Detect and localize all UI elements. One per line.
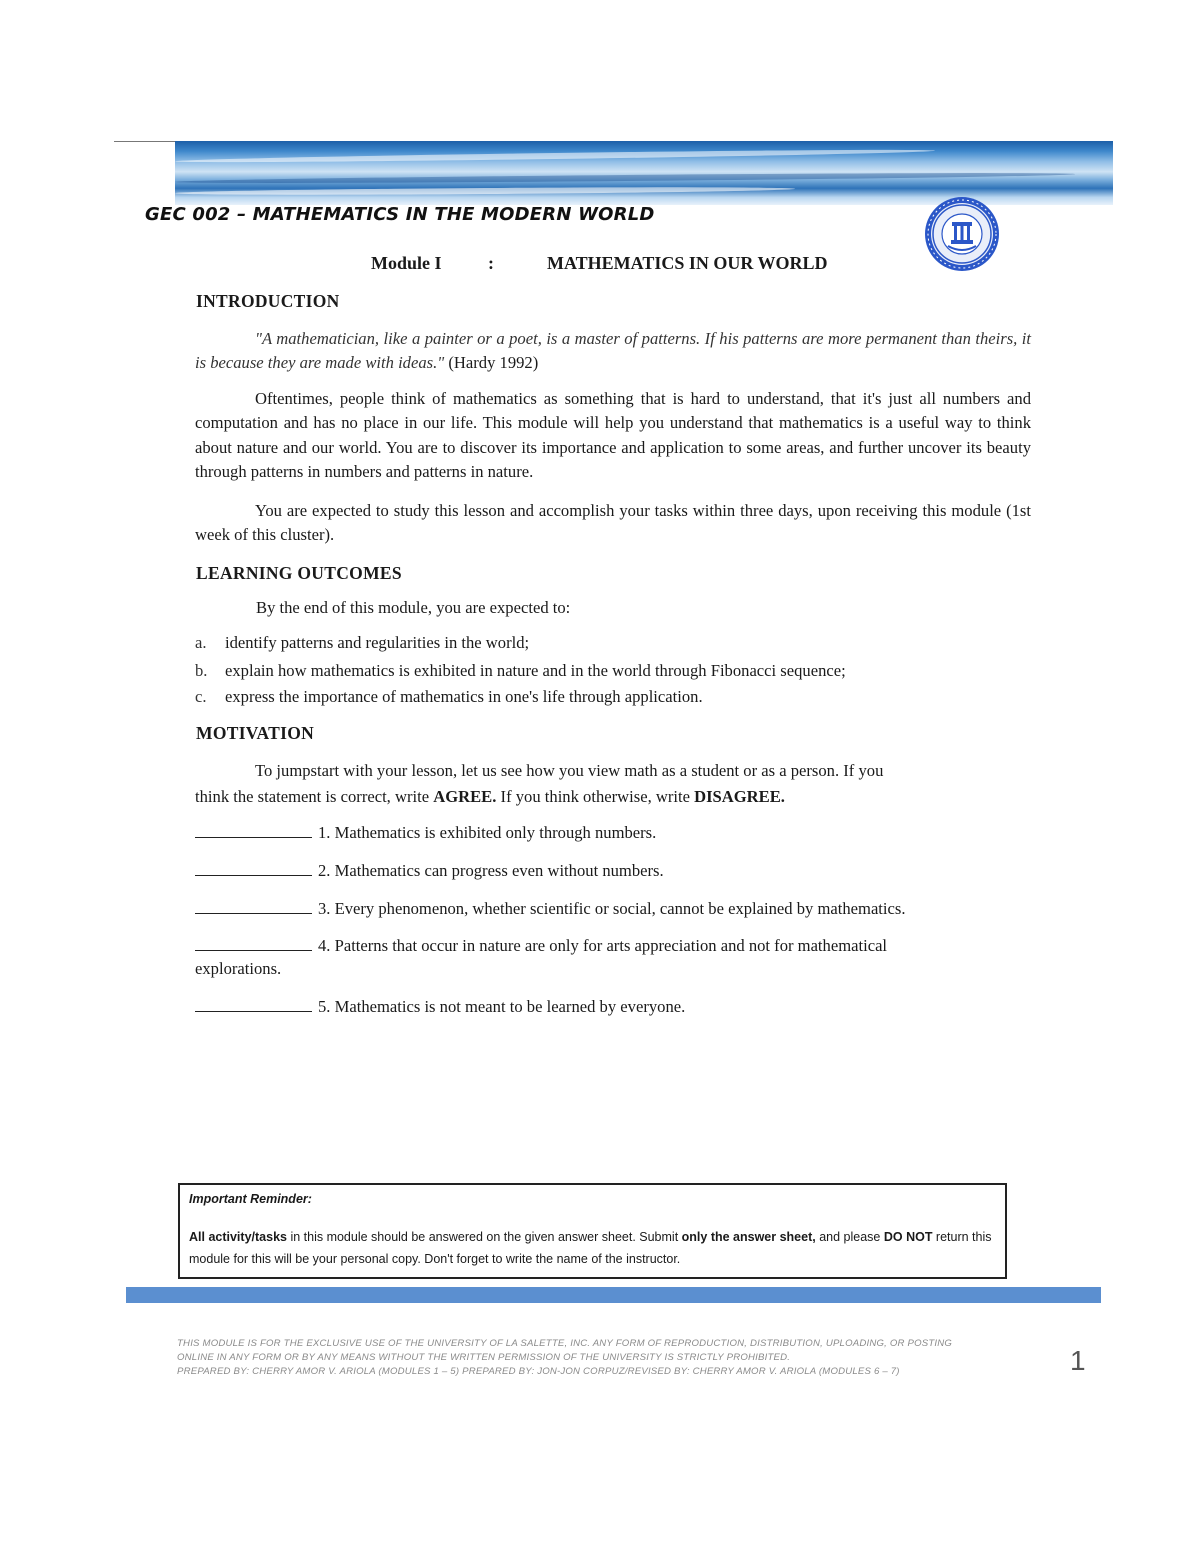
module-separator: :	[488, 253, 494, 273]
banner-streak	[175, 148, 935, 165]
statement-item: 1. Mathematics is exhibited only through numbers.	[195, 823, 656, 843]
statement-item: 5. Mathematics is not meant to be learned by everyone.	[195, 997, 685, 1017]
motivation-instruction-line1: To jumpstart with your lesson, let us see how you view math as a student or as a person. If you	[255, 761, 884, 780]
statement-item: 4. Patterns that occur in nature are only for arts appreciation and not for mathematical	[195, 936, 887, 956]
outcomes-lead: By the end of this module, you are expected to:	[256, 598, 571, 617]
statement-item: 3. Every phenomenon, whether scientific or social, cannot be explained by mathematics.	[195, 899, 906, 919]
university-seal-icon	[924, 196, 1000, 272]
footer-bar	[126, 1287, 1101, 1303]
intro-expectation: You are expected to study this lesson and accomplish your tasks within three days, upon receiving this module (1st week of this cluster).	[195, 501, 1031, 545]
statement-continuation: explorations.	[195, 959, 282, 978]
list-item: b. explain how mathematics is exhibited in nature and in the world through Fibonacci sequence;	[195, 661, 846, 680]
copyright-line: ONLINE IN ANY FORM OR BY ANY MEANS WITHOUT THE WRITTEN PERMISSION OF THE UNIVERSITY IS STRICTLY PROHIBITED.	[177, 1352, 791, 1363]
statement-item: 2. Mathematics can progress even without numbers.	[195, 861, 664, 881]
reminder-title: Important Reminder:	[189, 1192, 312, 1206]
prepared-by-line: PREPARED BY: CHERRY AMOR V. ARIOLA (MODULES 1 – 5) PREPARED BY: JON-JON CORPUZ/REVISED BY: CHERRY AMOR V. ARIOLA (MODULES 6 – 7)	[177, 1366, 900, 1377]
module-label: Module I	[371, 253, 442, 273]
copyright-line: THIS MODULE IS FOR THE EXCLUSIVE USE OF THE UNIVERSITY OF LA SALETTE, INC. ANY FORM OF REPRODUCTION, DISTRIBUTION, UPLOADING, OR POSTING	[177, 1338, 953, 1349]
list-item: c. express the importance of mathematics in one's life through application.	[195, 687, 703, 706]
intro-quote	[195, 327, 1031, 376]
motivation-heading: MOTIVATION	[196, 723, 315, 743]
banner-streak	[175, 171, 1075, 185]
top-rule	[114, 141, 179, 142]
list-item: a. identify patterns and regularities in the world;	[195, 633, 530, 652]
answer-blank[interactable]	[195, 861, 312, 876]
answer-blank[interactable]	[195, 899, 312, 914]
answer-blank[interactable]	[195, 823, 312, 838]
banner-streak	[175, 186, 795, 196]
page-number: 1	[1070, 1345, 1086, 1376]
module-title: MATHEMATICS IN OUR WORLD	[547, 253, 828, 273]
learning-outcomes-heading: LEARNING OUTCOMES	[196, 563, 402, 583]
answer-blank[interactable]	[195, 997, 312, 1012]
reminder-text: All activity/tasks in this module should be answered on the given answer sheet. Submit only the answer sheet, and please DO NOT return this module for this will be your personal copy. Don't forget to write the name of the instructor.	[189, 1230, 992, 1266]
intro-paragraph: Oftentimes, people think of mathematics as something that is hard to understand, that it's just all numbers and computation and has no place in our life. This module will help you understand that mathematics is a useful way to think about nature and our world. You are to discover its importance and application to some areas, and further uncover its beauty through patterns in numbers and patterns in nature.	[195, 389, 1031, 482]
important-reminder-box	[178, 1183, 1007, 1279]
agree-keyword: AGREE.	[433, 787, 497, 806]
motivation-instruction-line2: think the statement is correct, write AGREE. If you think otherwise, write DISAGREE.	[195, 787, 785, 806]
quote-text: "A mathematician, like a painter or a poet, is a master of patterns. If his patterns are more permanent than theirs, it is because they are made with ideas."	[195, 329, 1031, 373]
answer-blank[interactable]	[195, 936, 312, 951]
copyright-notice	[177, 1337, 1037, 1379]
course-title: GEC 002 – MATHEMATICS IN THE MODERN WORLD	[145, 204, 655, 225]
disagree-keyword: DISAGREE.	[694, 787, 785, 806]
quote-citation: (Hardy 1992)	[448, 353, 539, 373]
introduction-heading: INTRODUCTION	[196, 291, 340, 311]
